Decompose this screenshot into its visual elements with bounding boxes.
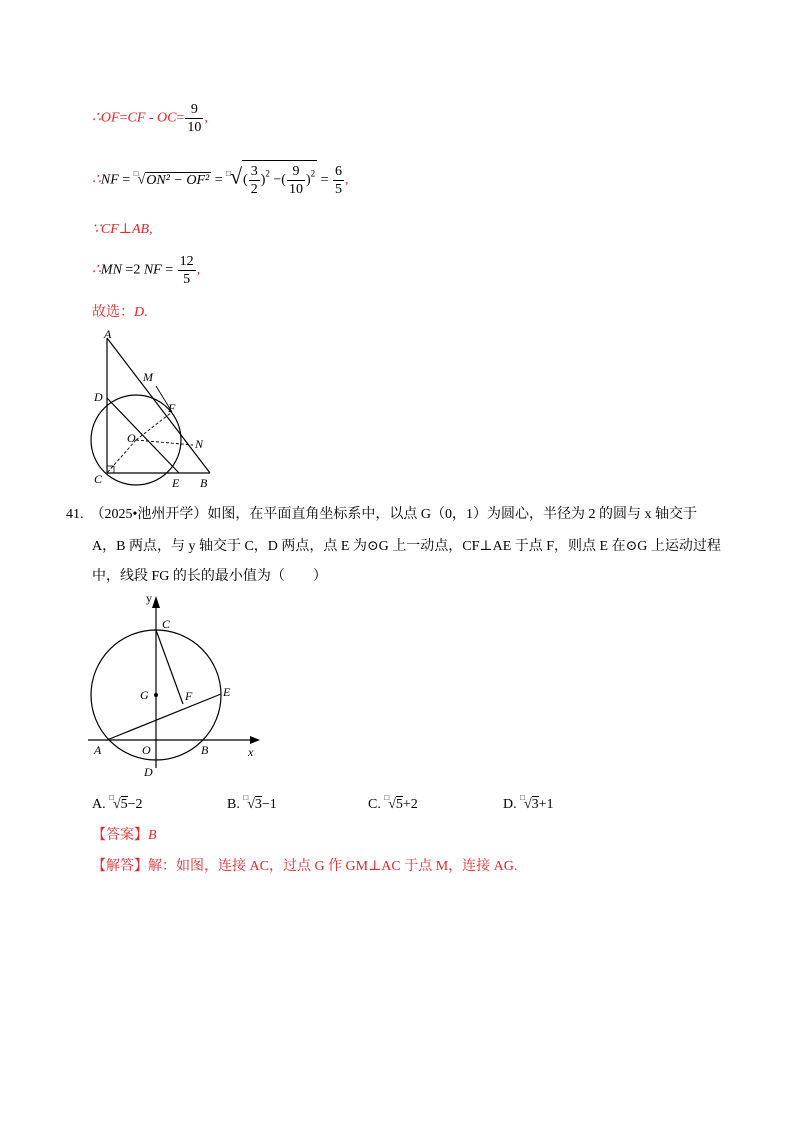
fraction-12-5: $\frac{12}{5}$ <box>179 254 194 287</box>
question-line-1: 如图，在平面直角坐标系中，以点 G（0，1）为圆心，半径为 2 的圆与 x 轴交于 <box>207 507 698 522</box>
fig2-label-d: D <box>144 765 153 779</box>
fig2-label-o: O <box>142 743 151 757</box>
radical-on-of: ON² − OF² <box>146 172 210 188</box>
figure-triangle-circle <box>86 328 222 490</box>
fig2-label-g: G <box>140 688 149 702</box>
fig1-on <box>136 440 193 445</box>
choice-line: 故选：D. <box>92 305 148 320</box>
radical-icon: √ <box>388 797 396 812</box>
fraction-6-5: $\frac{6}{5}$ <box>335 164 343 197</box>
step-nf-equation: ∴NF = □√ON² − OF² = □√( $\frac{3}{2}$ )$^2$ −( $\frac{9}{10}$ )$^2$ = $\frac{6}{5}$ , <box>92 160 349 198</box>
fig2-ae <box>107 694 221 740</box>
fig1-label-m: M <box>143 370 153 384</box>
option-b[interactable]: B. □√3−1 <box>227 793 277 812</box>
fig2-x-arrow-icon <box>250 736 260 744</box>
fig2-label-a: A <box>94 743 102 757</box>
solution-text: 解：如图，连接 AC，过点 G 作 GM⊥AC 于点 M，连接 AG. <box>148 859 518 874</box>
question-41 <box>66 501 736 528</box>
question-41-line-3: 中，线段 FG 的长的最小值为（ ） <box>92 569 327 584</box>
fig2-label-x: x <box>248 745 254 759</box>
option-a[interactable]: A. □√5−2 <box>92 793 143 812</box>
fig1-label-f: F <box>168 401 176 415</box>
question-number: 41. <box>66 507 84 522</box>
radical-icon: √ <box>137 172 146 188</box>
figure-coordinate-circle <box>86 590 266 780</box>
fig2-label-e: E <box>223 685 231 699</box>
fig2-label-f: F <box>185 689 193 703</box>
radical-icon: √ <box>229 163 243 189</box>
fig1-ab <box>107 338 210 473</box>
fig2-label-c: C <box>162 617 171 631</box>
fig2-center-g <box>154 693 158 697</box>
fig2-ce <box>156 630 183 704</box>
step-perpendicular: ∵CF⊥AB, <box>92 222 153 237</box>
fig1-label-a: A <box>104 328 112 341</box>
fig2-y-arrow-icon <box>152 596 160 608</box>
step-of-equation: ∴OF=CF - OC= $\frac{9}{10}$ , <box>92 102 208 135</box>
answer-value: B <box>148 828 157 843</box>
fig1-label-d: D <box>94 390 103 404</box>
of-term: OF <box>100 110 120 126</box>
therefore-symbol: ∴ <box>92 110 101 126</box>
cf-minus-oc: CF - OC <box>127 110 177 126</box>
radical-icon: √ <box>112 797 121 812</box>
solution-label: 【解答】 <box>92 859 148 874</box>
nf-term: NF <box>100 172 119 188</box>
option-d[interactable]: D. □√3+1 <box>503 793 554 812</box>
step-mn-equation: ∴MN =2 NF = $\frac{12}{5}$ , <box>92 254 201 287</box>
answer-label: 【答案】 <box>92 828 148 843</box>
fig1-label-e: E <box>172 476 180 490</box>
fig2-label-y: y <box>146 591 152 605</box>
fraction-9-10: $\frac{9}{10}$ <box>187 102 202 135</box>
option-c[interactable]: C. □√5+2 <box>368 793 418 812</box>
question-source: （2025•池州开学） <box>90 507 208 522</box>
fig1-label-b: B <box>200 476 208 490</box>
question-41-line-2: A，B 两点，与 y 轴交于 C，D 两点，点 E 为⊙G 上一动点，CF⊥AE 于点 F，则点 E 在⊙G 上运动过程 <box>92 539 721 554</box>
fig2-label-b: B <box>201 743 209 757</box>
radical-numeric: ( $\frac{3}{2}$ )$^2$ −( $\frac{9}{10}$ )$^2$ <box>242 160 317 198</box>
radical-icon: √ <box>247 797 255 812</box>
answer-line <box>92 824 157 844</box>
fig1-label-o: O <box>127 431 136 445</box>
fig1-label-n: N <box>195 437 204 451</box>
solution-line <box>92 855 517 875</box>
fig1-label-c: C <box>94 472 103 486</box>
radical-icon: √ <box>523 797 532 812</box>
